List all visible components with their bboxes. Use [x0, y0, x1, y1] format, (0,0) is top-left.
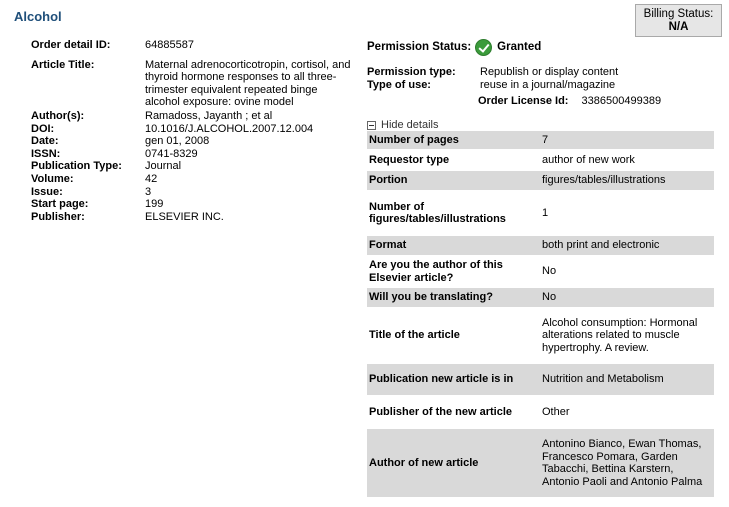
- field-value: ELSEVIER INC.: [145, 210, 224, 223]
- field-value: 64885587: [145, 39, 194, 51]
- field-label: ISSN:: [31, 147, 61, 160]
- checkmark-circle-icon: [475, 39, 492, 56]
- detail-value: Alcohol consumption: Hormonal alterations related to muscle hypertrophy. A review.: [542, 316, 698, 354]
- permission-type-value: Republish or display content: [480, 66, 619, 78]
- type-of-use-label: Type of use:: [367, 79, 431, 91]
- billing-status-value: N/A: [668, 21, 689, 33]
- detail-label: Title of the article: [369, 329, 460, 342]
- billing-status-label: Billing Status:: [643, 8, 714, 20]
- detail-label: Publication new article is in: [367, 364, 539, 395]
- permission-status-value: Granted: [497, 41, 542, 53]
- detail-value: 1: [542, 206, 549, 219]
- detail-label: Will you be translating?: [367, 288, 539, 307]
- field-value: Ramadoss, Jayanth ; et al: [145, 109, 273, 122]
- field-label: Date:: [31, 135, 59, 148]
- article-title-row: [31, 59, 361, 109]
- collapse-minus-icon[interactable]: [367, 121, 376, 130]
- permission-status-line: [367, 37, 541, 57]
- field-value: Journal: [145, 160, 182, 173]
- detail-label: Are you the author of this Elsevier article?: [369, 259, 503, 284]
- detail-label: Number of pages: [367, 131, 539, 149]
- hide-details-label[interactable]: Hide details: [381, 119, 439, 131]
- authors-row: [31, 110, 361, 123]
- table-row: [367, 255, 714, 288]
- permission-type-row: [367, 66, 618, 79]
- field-label: Author(s):: [31, 109, 85, 122]
- detail-value: Antonino Bianco, Ewan Thomas, Francesco Pomara, Garden Tabacchi, Bettina Karstern, Antonio Paoli and Antonio Palma: [539, 429, 714, 497]
- field-value: gen 01, 2008: [145, 135, 210, 148]
- permission-status: [367, 37, 541, 57]
- field-value: Maternal adrenocorticotropin, cortisol, and thyroid hormone responses to all three-trimester equivalent repeated binge alcohol exposure: ovine model: [145, 58, 351, 109]
- detail-value: both print and electronic: [539, 236, 714, 255]
- volume-row: [31, 173, 361, 186]
- field-value: 42: [145, 172, 158, 185]
- table-row: [367, 131, 714, 149]
- permission-type-label: Permission type:: [367, 66, 456, 78]
- doi-row: [31, 123, 361, 136]
- table-row: [367, 364, 714, 395]
- license-label: Order License Id:: [478, 95, 569, 107]
- table-row: [367, 149, 714, 171]
- detail-value: figures/tables/illustrations: [539, 171, 714, 190]
- detail-label: Format: [367, 236, 539, 255]
- permission-type-block: [367, 66, 618, 92]
- field-value: 3: [145, 185, 152, 198]
- detail-value: Nutrition and Metabolism: [539, 364, 714, 395]
- detail-label: Author of new article: [367, 429, 539, 497]
- detail-value: 7: [539, 131, 714, 149]
- order-license-id: [478, 95, 661, 107]
- field-value: 0741-8329: [145, 147, 198, 160]
- table-row: [367, 171, 714, 190]
- detail-value: No: [542, 265, 557, 278]
- type-of-use-value: reuse in a journal/magazine: [480, 79, 616, 91]
- detail-label: Number of figures/tables/illustrations: [369, 200, 506, 225]
- issn-row: [31, 148, 361, 161]
- table-row: [367, 395, 714, 429]
- start-page-row: [31, 198, 361, 211]
- field-label: DOI:: [31, 122, 55, 135]
- publication-type-row: [31, 160, 361, 173]
- billing-status-box: [635, 4, 722, 37]
- issue-row: [31, 186, 361, 199]
- detail-value: No: [539, 288, 714, 307]
- page-title: Alcohol: [14, 9, 62, 24]
- order-detail-id-row: [31, 39, 361, 52]
- hide-details-toggle[interactable]: [367, 119, 438, 131]
- table-row: [367, 236, 714, 255]
- detail-label: Portion: [367, 171, 539, 190]
- field-label: Issue:: [31, 185, 63, 198]
- order-details: [31, 39, 361, 223]
- field-value: 10.1016/J.ALCOHOL.2007.12.004: [145, 122, 314, 135]
- permission-status-label: Permission Status:: [367, 41, 472, 53]
- field-label: Article Title:: [31, 58, 95, 71]
- publisher-row: [31, 211, 361, 224]
- license-value: 3386500499389: [581, 95, 662, 107]
- date-row: [31, 135, 361, 148]
- field-label: Publication Type:: [31, 160, 122, 173]
- field-label: Start page:: [31, 198, 89, 211]
- detail-label: Requestor type: [369, 153, 450, 166]
- table-row: [367, 288, 714, 307]
- detail-value: Other: [542, 405, 570, 418]
- table-row: [367, 190, 714, 236]
- detail-value: author of new work: [542, 153, 635, 166]
- table-row: [367, 429, 714, 497]
- field-value: 199: [145, 198, 164, 211]
- field-label: Order detail ID:: [31, 39, 111, 51]
- type-of-use-row: [367, 79, 618, 92]
- table-row: [367, 307, 714, 364]
- field-label: Volume:: [31, 172, 74, 185]
- details-table: [367, 131, 714, 497]
- field-label: Publisher:: [31, 210, 85, 223]
- detail-label: Publisher of the new article: [369, 405, 513, 418]
